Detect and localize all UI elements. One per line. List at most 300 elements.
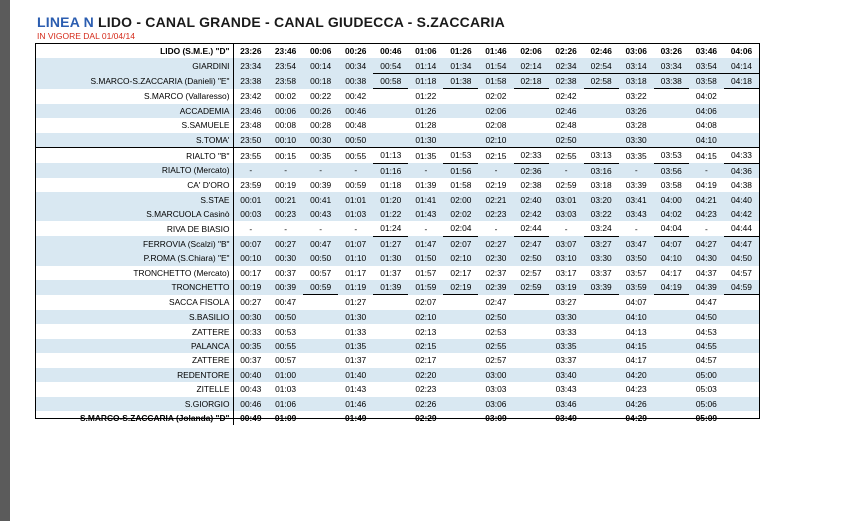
departure-time: 00:58 — [373, 73, 408, 88]
departure-time: 03:46 — [695, 46, 718, 57]
departure-time: 03:35 — [625, 150, 647, 161]
departure-time: 02:46 — [549, 104, 584, 118]
departure-time: 01:54 — [478, 58, 513, 73]
departure-time — [373, 89, 408, 104]
departure-time — [373, 397, 408, 411]
table-row — [36, 118, 759, 132]
departure-time: 00:57 — [310, 267, 332, 278]
line-label: LINEA N — [37, 14, 94, 30]
departure-time: 04:19 — [695, 180, 717, 191]
departure-time: 03:43 — [555, 384, 577, 395]
departure-time: 03:06 — [625, 46, 647, 57]
departure-time: 03:39 — [584, 280, 619, 295]
departure-time: 04:08 — [695, 120, 717, 131]
departure-time: 00:39 — [310, 180, 332, 191]
departure-time: 03:50 — [619, 251, 654, 265]
departure-time: 03:10 — [549, 251, 584, 265]
departure-time: 02:26 — [555, 46, 577, 57]
departure-time: 02:39 — [478, 280, 513, 295]
departure-time: 04:19 — [654, 280, 689, 295]
departure-time — [443, 411, 478, 425]
departure-time: 02:02 — [443, 207, 478, 221]
departure-time — [303, 353, 338, 367]
departure-time: 02:07 — [443, 236, 478, 251]
departure-time: 04:47 — [724, 236, 759, 251]
departure-time: 01:00 — [268, 368, 303, 382]
departure-time: 01:01 — [338, 192, 373, 206]
departure-time — [584, 353, 619, 367]
departure-time: 02:58 — [584, 73, 619, 88]
departure-time — [584, 310, 619, 324]
departure-time: 04:15 — [695, 150, 717, 161]
departure-time: 01:26 — [408, 104, 443, 118]
departure-time: 03:49 — [555, 413, 577, 424]
departure-time: 02:08 — [485, 120, 507, 131]
stop-name: ZATTERE — [36, 353, 233, 367]
departure-time — [584, 118, 619, 132]
departure-time: 03:22 — [625, 91, 647, 102]
departure-time: 04:14 — [724, 58, 759, 73]
departure-time: 02:15 — [485, 150, 507, 161]
table-row — [36, 266, 759, 280]
departure-time: - — [338, 163, 373, 178]
departure-time: - — [619, 163, 654, 178]
departure-time: 02:42 — [514, 207, 549, 221]
departure-time: 01:37 — [345, 355, 367, 366]
departure-time: 01:34 — [443, 58, 478, 73]
departure-time: 03:20 — [584, 192, 619, 206]
departure-time: - — [634, 223, 638, 234]
table-row — [36, 148, 759, 163]
departure-time: 00:47 — [303, 236, 338, 251]
table-row — [36, 310, 759, 324]
stop-name: RIALTO "B" — [36, 148, 233, 163]
table-row — [36, 178, 759, 192]
departure-time: 02:10 — [408, 310, 443, 324]
departure-time — [443, 133, 478, 148]
departure-time: - — [478, 163, 513, 178]
table-row — [36, 236, 759, 251]
departure-time: 03:59 — [619, 280, 654, 295]
departure-time: 00:27 — [268, 236, 303, 251]
departure-time: 04:50 — [689, 310, 724, 324]
departure-time: 02:37 — [485, 267, 507, 278]
timetable — [35, 43, 760, 424]
departure-time — [724, 310, 759, 324]
departure-time: 00:42 — [345, 91, 367, 102]
departure-time: 00:18 — [303, 73, 338, 88]
departure-time: 00:46 — [338, 104, 373, 118]
departure-time: 02:06 — [520, 46, 542, 57]
departure-time: 03:58 — [660, 180, 682, 191]
departure-time: 01:40 — [338, 368, 373, 382]
departure-time: 01:30 — [408, 133, 443, 148]
departure-time: 00:30 — [268, 251, 303, 265]
departure-time: 00:02 — [275, 91, 297, 102]
departure-time: 03:22 — [584, 207, 619, 221]
table-row — [36, 353, 759, 367]
departure-time: 02:48 — [555, 120, 577, 131]
departure-time: 01:18 — [408, 73, 443, 88]
stop-name: ACCADEMIA — [36, 104, 233, 118]
departure-time — [514, 118, 549, 132]
table-row — [36, 411, 759, 425]
departure-time: - — [249, 223, 253, 234]
departure-time: 00:19 — [275, 180, 297, 191]
departure-time: 01:17 — [345, 267, 367, 278]
departure-time — [584, 133, 619, 148]
departure-time: 01:22 — [415, 91, 437, 102]
departure-time: 04:29 — [625, 413, 647, 424]
stop-name: LIDO (S.M.E.) "D" — [36, 44, 233, 58]
departure-time: 01:47 — [408, 236, 443, 251]
departure-time: 01:28 — [415, 120, 437, 131]
departure-time: 00:46 — [380, 46, 402, 57]
departure-time — [724, 118, 759, 132]
departure-time: 02:21 — [478, 192, 513, 206]
departure-time: 00:26 — [345, 46, 367, 57]
departure-time — [373, 411, 408, 425]
departure-time: 01:39 — [373, 280, 408, 295]
departure-time — [373, 133, 408, 148]
departure-time — [654, 339, 689, 353]
departure-time: 23:59 — [240, 180, 262, 191]
departure-time: 00:35 — [233, 339, 268, 353]
departure-time: 03:47 — [619, 236, 654, 251]
departure-time — [443, 104, 478, 118]
departure-time: 03:16 — [584, 163, 619, 178]
departure-time: 03:41 — [619, 192, 654, 206]
departure-time: 23:58 — [268, 73, 303, 88]
departure-time: 03:58 — [689, 73, 724, 88]
departure-time — [443, 89, 478, 104]
departure-time: 23:26 — [240, 46, 262, 57]
departure-time: 02:26 — [408, 397, 443, 411]
departure-time: 02:00 — [443, 192, 478, 206]
departure-time — [724, 133, 759, 148]
departure-time: 23:34 — [233, 58, 268, 73]
departure-time: 02:47 — [514, 236, 549, 251]
departure-time: 03:13 — [584, 148, 619, 163]
departure-time: 02:44 — [514, 221, 549, 236]
departure-time: 02:10 — [478, 133, 513, 148]
departure-time: - — [233, 163, 268, 178]
departure-time: 03:03 — [485, 384, 507, 395]
departure-time — [514, 382, 549, 396]
departure-time: 00:08 — [275, 120, 297, 131]
departure-time: 01:13 — [373, 148, 408, 163]
departure-time: 03:46 — [549, 397, 584, 411]
departure-time — [303, 339, 338, 353]
departure-time: 04:57 — [695, 355, 717, 366]
departure-time — [514, 133, 549, 148]
departure-time — [443, 118, 478, 132]
departure-time: 01:26 — [450, 46, 472, 57]
departure-time: 02:40 — [514, 192, 549, 206]
departure-time: 23:38 — [233, 73, 268, 88]
departure-time: 04:02 — [654, 207, 689, 221]
validity-date: IN VIGORE DAL 01/04/14 — [37, 31, 135, 41]
departure-time: - — [319, 223, 323, 234]
departure-time: 01:53 — [443, 148, 478, 163]
departure-time: 01:38 — [443, 73, 478, 88]
departure-time: 03:34 — [654, 58, 689, 73]
departure-time: - — [268, 163, 303, 178]
departure-time: 00:06 — [309, 46, 332, 57]
stop-name: TRONCHETTO (Mercato) — [36, 266, 233, 280]
departure-time: 00:30 — [233, 310, 268, 324]
departure-time: 02:54 — [584, 58, 619, 73]
departure-time: 05:09 — [695, 413, 718, 424]
departure-time: 01:30 — [373, 251, 408, 265]
departure-time — [303, 382, 338, 396]
departure-time: 04:23 — [689, 207, 724, 221]
table-row — [36, 397, 759, 411]
departure-time: 04:30 — [689, 251, 724, 265]
departure-time: 03:14 — [619, 58, 654, 73]
departure-time: - — [549, 163, 584, 178]
departure-time: 04:17 — [625, 355, 647, 366]
departure-time: 04:57 — [730, 267, 752, 278]
departure-time: 01:09 — [274, 413, 297, 424]
stop-name: S.BASILIO — [36, 310, 233, 324]
stop-name: CA' D'ORO — [36, 178, 233, 192]
departure-time: 03:37 — [590, 267, 612, 278]
departure-time: 00:39 — [268, 280, 303, 295]
departure-time — [724, 324, 759, 338]
departure-time: 02:57 — [485, 355, 507, 366]
departure-time: 04:04 — [654, 221, 689, 236]
stop-name: ZATTERE — [36, 324, 233, 338]
departure-time: 01:37 — [380, 267, 402, 278]
departure-time: 03:56 — [654, 163, 689, 178]
departure-time: 01:58 — [450, 180, 472, 191]
departure-time: 04:33 — [724, 148, 759, 163]
departure-time — [584, 339, 619, 353]
departure-time — [654, 310, 689, 324]
departure-time: - — [354, 223, 358, 234]
departure-time: 02:18 — [514, 73, 549, 88]
departure-time — [654, 411, 689, 425]
departure-time: 03:27 — [555, 297, 577, 308]
departure-time: 00:23 — [268, 207, 303, 221]
departure-time — [443, 353, 478, 367]
departure-time: 01:27 — [345, 297, 367, 308]
departure-time: 00:40 — [233, 368, 268, 382]
departure-time: 00:53 — [275, 326, 297, 337]
stop-name: S.MARCO-S.ZACCARIA (Jolanda) "D" — [36, 411, 233, 425]
departure-time: 04:38 — [730, 180, 752, 191]
stop-name: RIVA DE BIASIO — [36, 221, 233, 236]
departure-time: 03:30 — [619, 133, 654, 148]
departure-time — [654, 104, 689, 118]
departure-time: - — [564, 223, 568, 234]
table-row — [36, 295, 759, 310]
departure-time: 02:19 — [485, 180, 507, 191]
departure-time — [654, 118, 689, 132]
departure-time — [303, 324, 338, 338]
departure-time — [303, 411, 338, 425]
table-row — [36, 104, 759, 118]
departure-time: 02:04 — [443, 221, 478, 236]
departure-time: 02:27 — [478, 236, 513, 251]
departure-time: 01:06 — [415, 46, 437, 57]
departure-time — [514, 353, 549, 367]
departure-time: 02:17 — [415, 355, 437, 366]
departure-time: 02:20 — [408, 368, 443, 382]
departure-time: 04:37 — [695, 267, 717, 278]
departure-time: 03:28 — [625, 120, 647, 131]
stop-name: GIARDINI — [36, 58, 233, 73]
departure-time: 01:03 — [275, 384, 297, 395]
departure-time: 01:41 — [408, 192, 443, 206]
departure-time: 04:21 — [689, 192, 724, 206]
departure-time: 02:38 — [520, 180, 542, 191]
departure-time: 02:50 — [514, 251, 549, 265]
departure-time: 02:07 — [415, 297, 437, 308]
departure-time — [724, 353, 759, 367]
departure-time: 03:53 — [654, 148, 689, 163]
departure-time: 02:15 — [408, 339, 443, 353]
departure-time — [514, 104, 549, 118]
departure-time: 04:53 — [695, 326, 717, 337]
departure-time: - — [689, 163, 724, 178]
departure-time: 23:55 — [240, 150, 262, 161]
departure-time: 00:03 — [233, 207, 268, 221]
departure-time: 04:15 — [619, 339, 654, 353]
departure-time: 01:59 — [408, 280, 443, 295]
departure-time: 02:57 — [520, 267, 542, 278]
departure-time: 03:26 — [660, 46, 682, 57]
departure-time: 04:59 — [724, 280, 759, 295]
departure-time: 04:20 — [619, 368, 654, 382]
departure-time: 00:41 — [303, 192, 338, 206]
departure-time: 04:23 — [625, 384, 647, 395]
departure-time: - — [408, 163, 443, 178]
departure-time — [654, 89, 689, 104]
departure-time: 03:06 — [478, 397, 513, 411]
departure-time: 01:30 — [338, 310, 373, 324]
departure-time: 00:50 — [268, 310, 303, 324]
departure-time — [443, 382, 478, 396]
departure-time: 02:17 — [450, 267, 472, 278]
departure-time — [303, 368, 338, 382]
stop-name: S.STAE — [36, 192, 233, 206]
departure-time: 00:50 — [303, 251, 338, 265]
departure-time: 02:02 — [485, 91, 507, 102]
departure-time: 03:00 — [478, 368, 513, 382]
departure-time — [724, 339, 759, 353]
departure-time: 02:50 — [549, 133, 584, 148]
departure-time — [303, 397, 338, 411]
departure-time — [584, 411, 619, 425]
departure-time: 04:06 — [689, 104, 724, 118]
departure-time: 03:57 — [625, 267, 647, 278]
table-row — [36, 221, 759, 236]
departure-time: 03:01 — [549, 192, 584, 206]
departure-time: 00:38 — [338, 73, 373, 88]
departure-time: 05:06 — [689, 397, 724, 411]
departure-time: 04:07 — [625, 297, 647, 308]
departure-time: 23:46 — [274, 46, 297, 57]
departure-time: 02:19 — [443, 280, 478, 295]
departure-time: 02:33 — [514, 148, 549, 163]
departure-time: 02:36 — [514, 163, 549, 178]
departure-time — [724, 89, 759, 104]
departure-time: 03:40 — [549, 368, 584, 382]
departure-time: 03:38 — [654, 73, 689, 88]
stop-name: REDENTORE — [36, 368, 233, 382]
departure-time: 04:55 — [689, 339, 724, 353]
table-row — [36, 44, 759, 58]
departure-time — [584, 382, 619, 396]
stop-name: S.MARCO (Vallaresso) — [36, 89, 233, 104]
departure-time: 03:18 — [619, 73, 654, 88]
departure-time: 01:46 — [338, 397, 373, 411]
departure-time: 01:06 — [268, 397, 303, 411]
departure-time — [514, 397, 549, 411]
departure-time: 03:27 — [584, 236, 619, 251]
table-row — [36, 324, 759, 338]
departure-time: 04:18 — [724, 73, 759, 88]
departure-time: 00:50 — [338, 133, 373, 148]
departure-time — [514, 368, 549, 382]
table-row — [36, 192, 759, 206]
departure-time: 02:59 — [555, 180, 577, 191]
departure-time: 01:14 — [408, 58, 443, 73]
departure-time: 02:10 — [443, 251, 478, 265]
departure-time: 03:24 — [584, 221, 619, 236]
stop-name: S.GIORGIO — [36, 397, 233, 411]
departure-time: 01:19 — [338, 280, 373, 295]
departure-time: 04:36 — [724, 163, 759, 178]
departure-time — [443, 324, 478, 338]
page-title — [37, 14, 505, 30]
departure-time: 01:03 — [338, 207, 373, 221]
departure-time — [443, 310, 478, 324]
stop-name: S.TOMA' — [36, 133, 233, 148]
departure-time: 02:34 — [549, 58, 584, 73]
departure-time: 00:21 — [268, 192, 303, 206]
departure-time: 04:39 — [689, 280, 724, 295]
departure-time: 00:10 — [233, 251, 268, 265]
departure-time: 00:30 — [303, 133, 338, 148]
departure-time: 01:35 — [338, 339, 373, 353]
departure-time: 04:40 — [724, 192, 759, 206]
departure-time: 03:54 — [689, 58, 724, 73]
departure-time: 03:26 — [619, 104, 654, 118]
table-row — [36, 280, 759, 295]
table-row — [36, 58, 759, 73]
departure-time: 01:49 — [345, 413, 367, 424]
departure-time — [584, 295, 619, 310]
departure-time: 00:27 — [240, 297, 262, 308]
departure-time: 02:47 — [485, 297, 507, 308]
departure-time — [724, 411, 759, 425]
departure-time — [724, 295, 759, 310]
departure-time: 01:24 — [373, 221, 408, 236]
departure-time: 00:15 — [275, 150, 297, 161]
departure-time: 02:30 — [478, 251, 513, 265]
departure-time: 04:26 — [619, 397, 654, 411]
departure-time: 23:42 — [240, 91, 262, 102]
departure-time — [303, 310, 338, 324]
stop-name: PALANCA — [36, 339, 233, 353]
departure-time: 00:01 — [233, 192, 268, 206]
departure-time: 03:18 — [590, 180, 612, 191]
departure-time — [514, 339, 549, 353]
departure-time: 00:06 — [268, 104, 303, 118]
